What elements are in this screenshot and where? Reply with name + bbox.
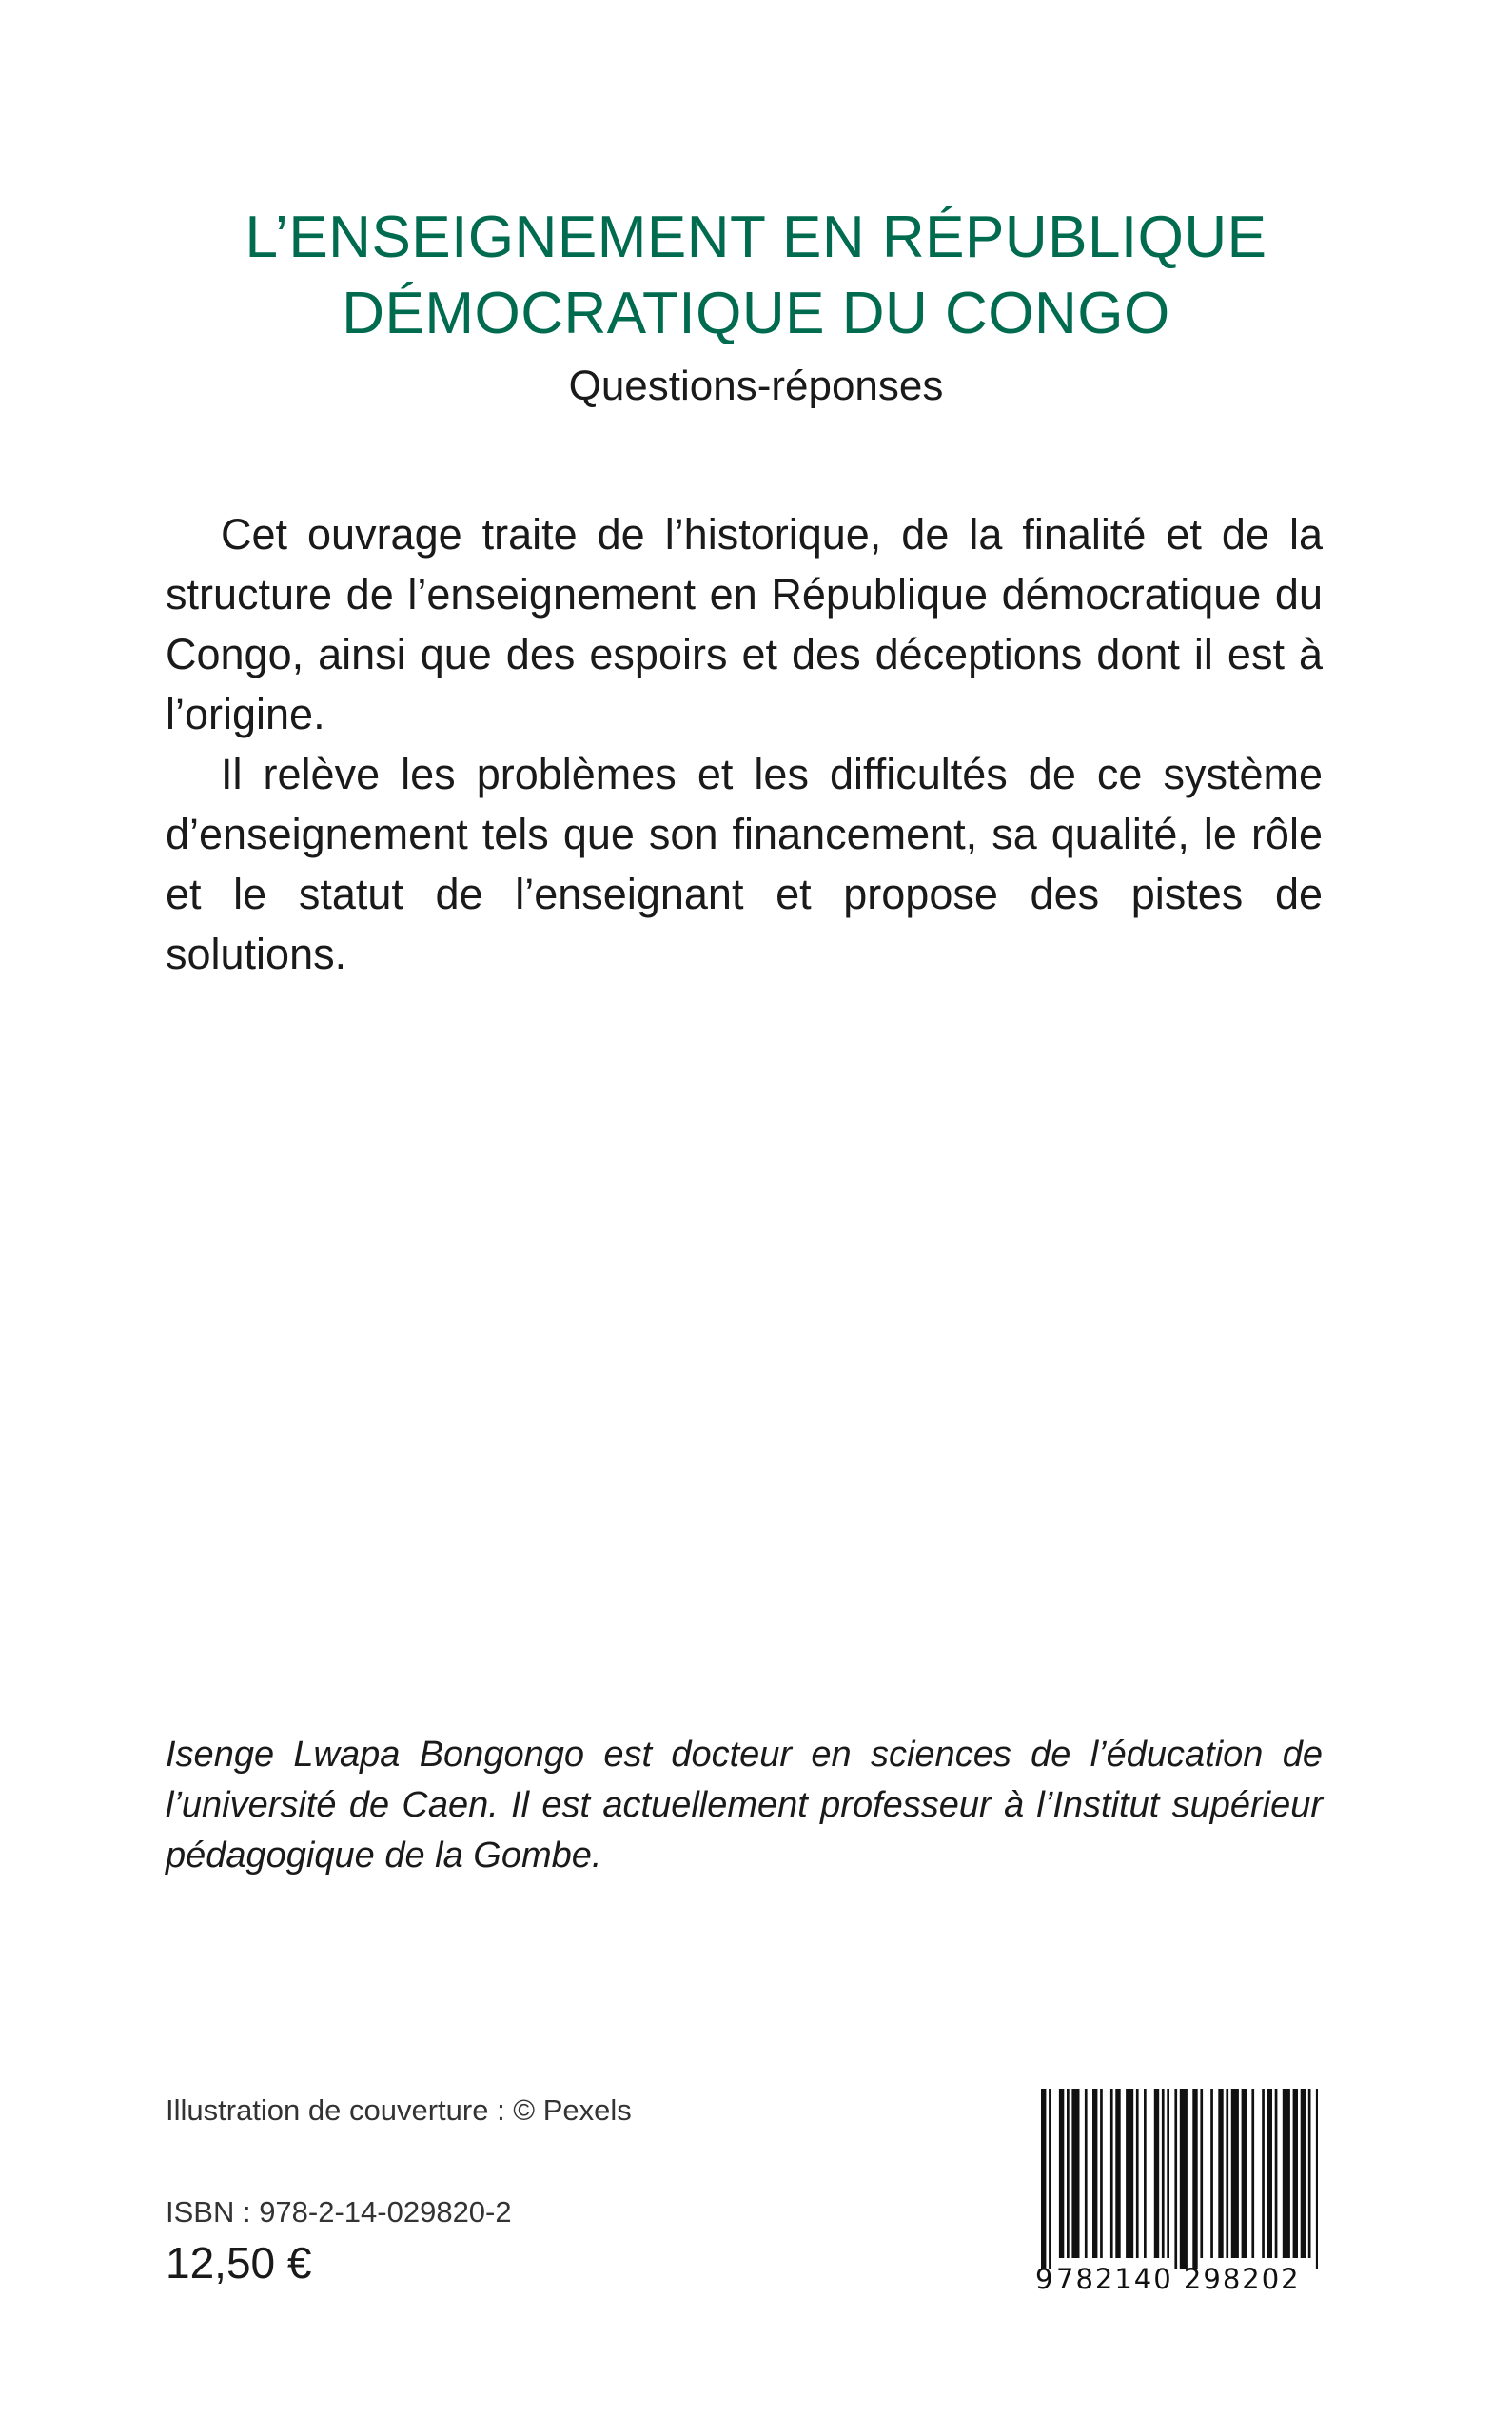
barcode-bar — [1174, 2089, 1177, 2269]
barcode-bar — [1167, 2089, 1169, 2258]
barcode-bar — [1275, 2089, 1278, 2258]
barcode-bar — [1162, 2089, 1165, 2258]
barcode-bar — [1316, 2089, 1318, 2269]
book-title-line-1: L’ENSEIGNEMENT EN RÉPUBLIQUE — [245, 205, 1267, 270]
barcode-bar — [1251, 2089, 1254, 2258]
barcode-bar — [1283, 2089, 1290, 2258]
barcode-bar — [1226, 2089, 1228, 2258]
barcode-bar — [1180, 2089, 1188, 2269]
isbn: ISBN : 978-2-14-029820-2 — [166, 2195, 512, 2229]
barcode-bar — [1136, 2089, 1139, 2258]
book-subtitle: Questions-réponses — [568, 363, 944, 409]
barcode-bar — [1301, 2089, 1306, 2258]
author-name: Isenge Lwapa Bongongo — [166, 1735, 584, 1775]
barcode-bar — [1242, 2089, 1247, 2258]
barcode-number: 782140 298202 — [1056, 2263, 1301, 2295]
author-bio-text: est docteur en sciences de l’éducation de l’université de Caen. Il est actuellement professeur à l’Institut supérieur pédagogique de la Gombe. — [166, 1735, 1323, 1876]
barcode-bar — [1262, 2089, 1265, 2258]
barcode-bar — [1144, 2089, 1147, 2258]
barcode-bar — [1041, 2089, 1046, 2269]
barcode-bar — [1192, 2089, 1197, 2269]
barcode-bar — [1231, 2089, 1239, 2258]
summary-paragraph-1: Cet ouvrage traite de l’historique, de la finalité et de la structure de l’enseignement en République démocratique du Congo, ainsi que des espoirs et des déceptions dont il est à l’origine. — [166, 510, 1323, 738]
barcode-bar — [1092, 2089, 1097, 2258]
summary — [166, 504, 1323, 984]
barcode-bar — [1218, 2089, 1223, 2258]
barcode-bar — [1067, 2089, 1070, 2258]
barcode-bar — [1308, 2089, 1311, 2258]
barcode-bar — [1115, 2089, 1120, 2258]
barcode-bar — [1100, 2089, 1103, 2258]
title-block — [0, 200, 1512, 413]
book-title-line-2: DÉMOCRATIQUE DU CONGO — [342, 281, 1170, 346]
barcode-bar — [1110, 2089, 1113, 2258]
barcode-bar — [1267, 2089, 1272, 2258]
price: 12,50 € — [166, 2238, 312, 2288]
barcode-bar — [1200, 2089, 1203, 2258]
summary-paragraph-2: Il relève les problèmes et les difficultés de ce système d’enseignement tels que son financement, sa qualité, le rôle et le statut de l’enseignant et propose des pistes de solutions. — [166, 750, 1323, 978]
barcode-first-digit: 9 — [1035, 2263, 1055, 2295]
barcode-bar — [1071, 2089, 1079, 2258]
barcode-bar — [1293, 2089, 1298, 2258]
illustration-credit: Illustration de couverture : © Pexels — [166, 2093, 632, 2127]
barcode-bar — [1049, 2089, 1051, 2269]
author-bio — [166, 1730, 1323, 1881]
barcode-bar — [1126, 2089, 1133, 2258]
barcode-icon — [1037, 2089, 1318, 2269]
barcode-bar — [1059, 2089, 1064, 2258]
barcode-bar — [1085, 2089, 1088, 2258]
barcode-bar — [1210, 2089, 1213, 2258]
barcode-bar — [1154, 2089, 1159, 2258]
